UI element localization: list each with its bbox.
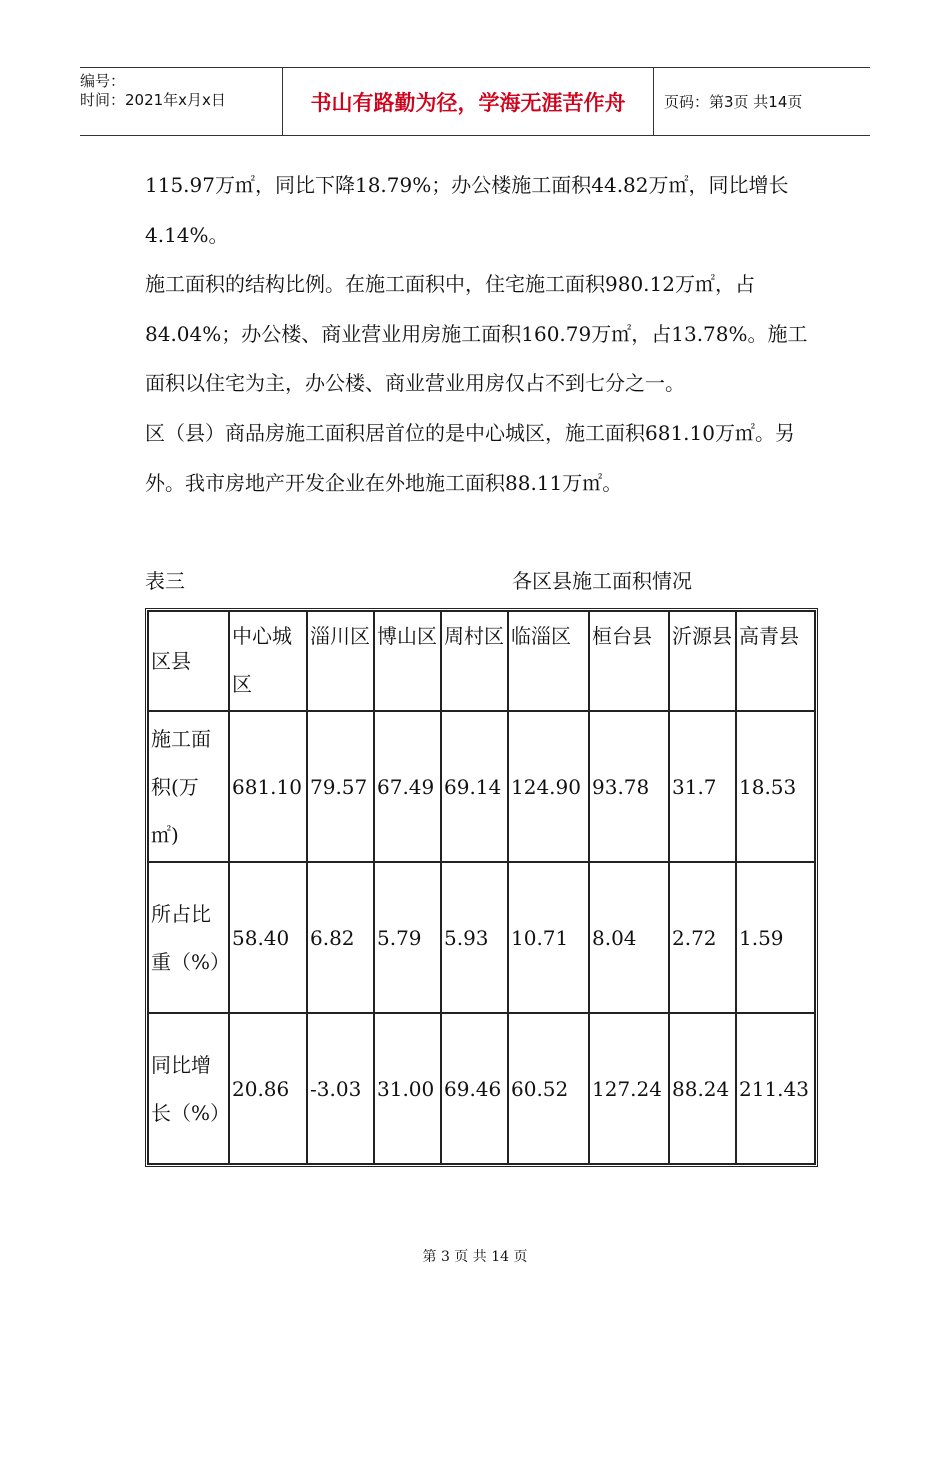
row-header: 所占比重（%） — [148, 862, 229, 1013]
column-header: 中心城区 — [229, 611, 307, 711]
document-date: 时间：2021年x月x日 — [80, 91, 226, 109]
column-header: 临淄区 — [508, 611, 589, 711]
paragraph: 115.97万㎡，同比下降18.79%；办公楼施工面积44.82万㎡，同比增长4.14%。 — [145, 173, 789, 247]
table-cell: 67.49 — [374, 711, 441, 862]
page-header — [80, 67, 870, 136]
table-title: 各区县施工面积情况 — [512, 569, 692, 593]
table-cell: 79.57 — [307, 711, 374, 862]
table-label: 表三 — [145, 569, 185, 593]
paragraph: 区（县）商品房施工面积居首位的是中心城区，施工面积681.10万㎡。另外。我市房地产开发企业在外地施工面积88.11万㎡。 — [145, 420, 795, 495]
table-cell: 6.82 — [307, 862, 374, 1013]
table-cell: 93.78 — [589, 711, 669, 862]
document-number: 编号： — [80, 72, 126, 90]
table-cell: 5.79 — [374, 862, 441, 1013]
column-header: 沂源县 — [669, 611, 736, 711]
paragraph: 施工面积的结构比例。在施工面积中，住宅施工面积980.12万㎡，占84.04%；办公楼、商业营业用房施工面积160.79万㎡，占13.78%。施工面积以住宅为主，办公楼、商业营业用房仅占不到七分之一。 — [145, 272, 808, 396]
table-cell: 211.43 — [736, 1013, 815, 1164]
table-cell: 1.59 — [736, 862, 815, 1013]
table-cell: 10.71 — [508, 862, 589, 1013]
page-footer: 第 3 页 共 14 页 — [422, 1249, 528, 1265]
table-cell: 8.04 — [589, 862, 669, 1013]
column-header: 区县 — [148, 611, 229, 711]
table-cell: 31.7 — [669, 711, 736, 862]
column-header: 博山区 — [374, 611, 441, 711]
row-header: 施工面积(万㎡) — [148, 711, 229, 862]
table-cell: 2.72 — [669, 862, 736, 1013]
table-cell: 88.24 — [669, 1013, 736, 1164]
table-cell: 60.52 — [508, 1013, 589, 1164]
header-page-number: 页码：第3页 共14页 — [664, 93, 803, 111]
table-row — [148, 711, 815, 862]
table-cell: 5.93 — [441, 862, 508, 1013]
row-header: 同比增长（%） — [148, 1013, 229, 1164]
district-area-table — [145, 608, 818, 1167]
table-cell: 31.00 — [374, 1013, 441, 1164]
table-cell: 18.53 — [736, 711, 815, 862]
table-cell: 58.40 — [229, 862, 307, 1013]
district-table-wrapper — [145, 608, 812, 1467]
header-meta — [80, 68, 282, 135]
table-cell: 124.90 — [508, 711, 589, 862]
body-text — [145, 161, 815, 508]
column-header: 淄川区 — [307, 611, 374, 711]
table-cell: 127.24 — [589, 1013, 669, 1164]
table-row — [148, 862, 815, 1013]
table-cell: 69.14 — [441, 711, 508, 862]
column-header: 周村区 — [441, 611, 508, 711]
table-header-row — [148, 611, 815, 711]
table-cell: 69.46 — [441, 1013, 508, 1164]
table-cell: 20.86 — [229, 1013, 307, 1164]
table-row — [148, 1013, 815, 1164]
table-cell: -3.03 — [307, 1013, 374, 1164]
column-header: 桓台县 — [589, 611, 669, 711]
header-motto: 书山有路勤为径，学海无涯苦作舟 — [282, 68, 654, 135]
column-header: 高青县 — [736, 611, 815, 711]
table-cell: 681.10 — [229, 711, 307, 862]
